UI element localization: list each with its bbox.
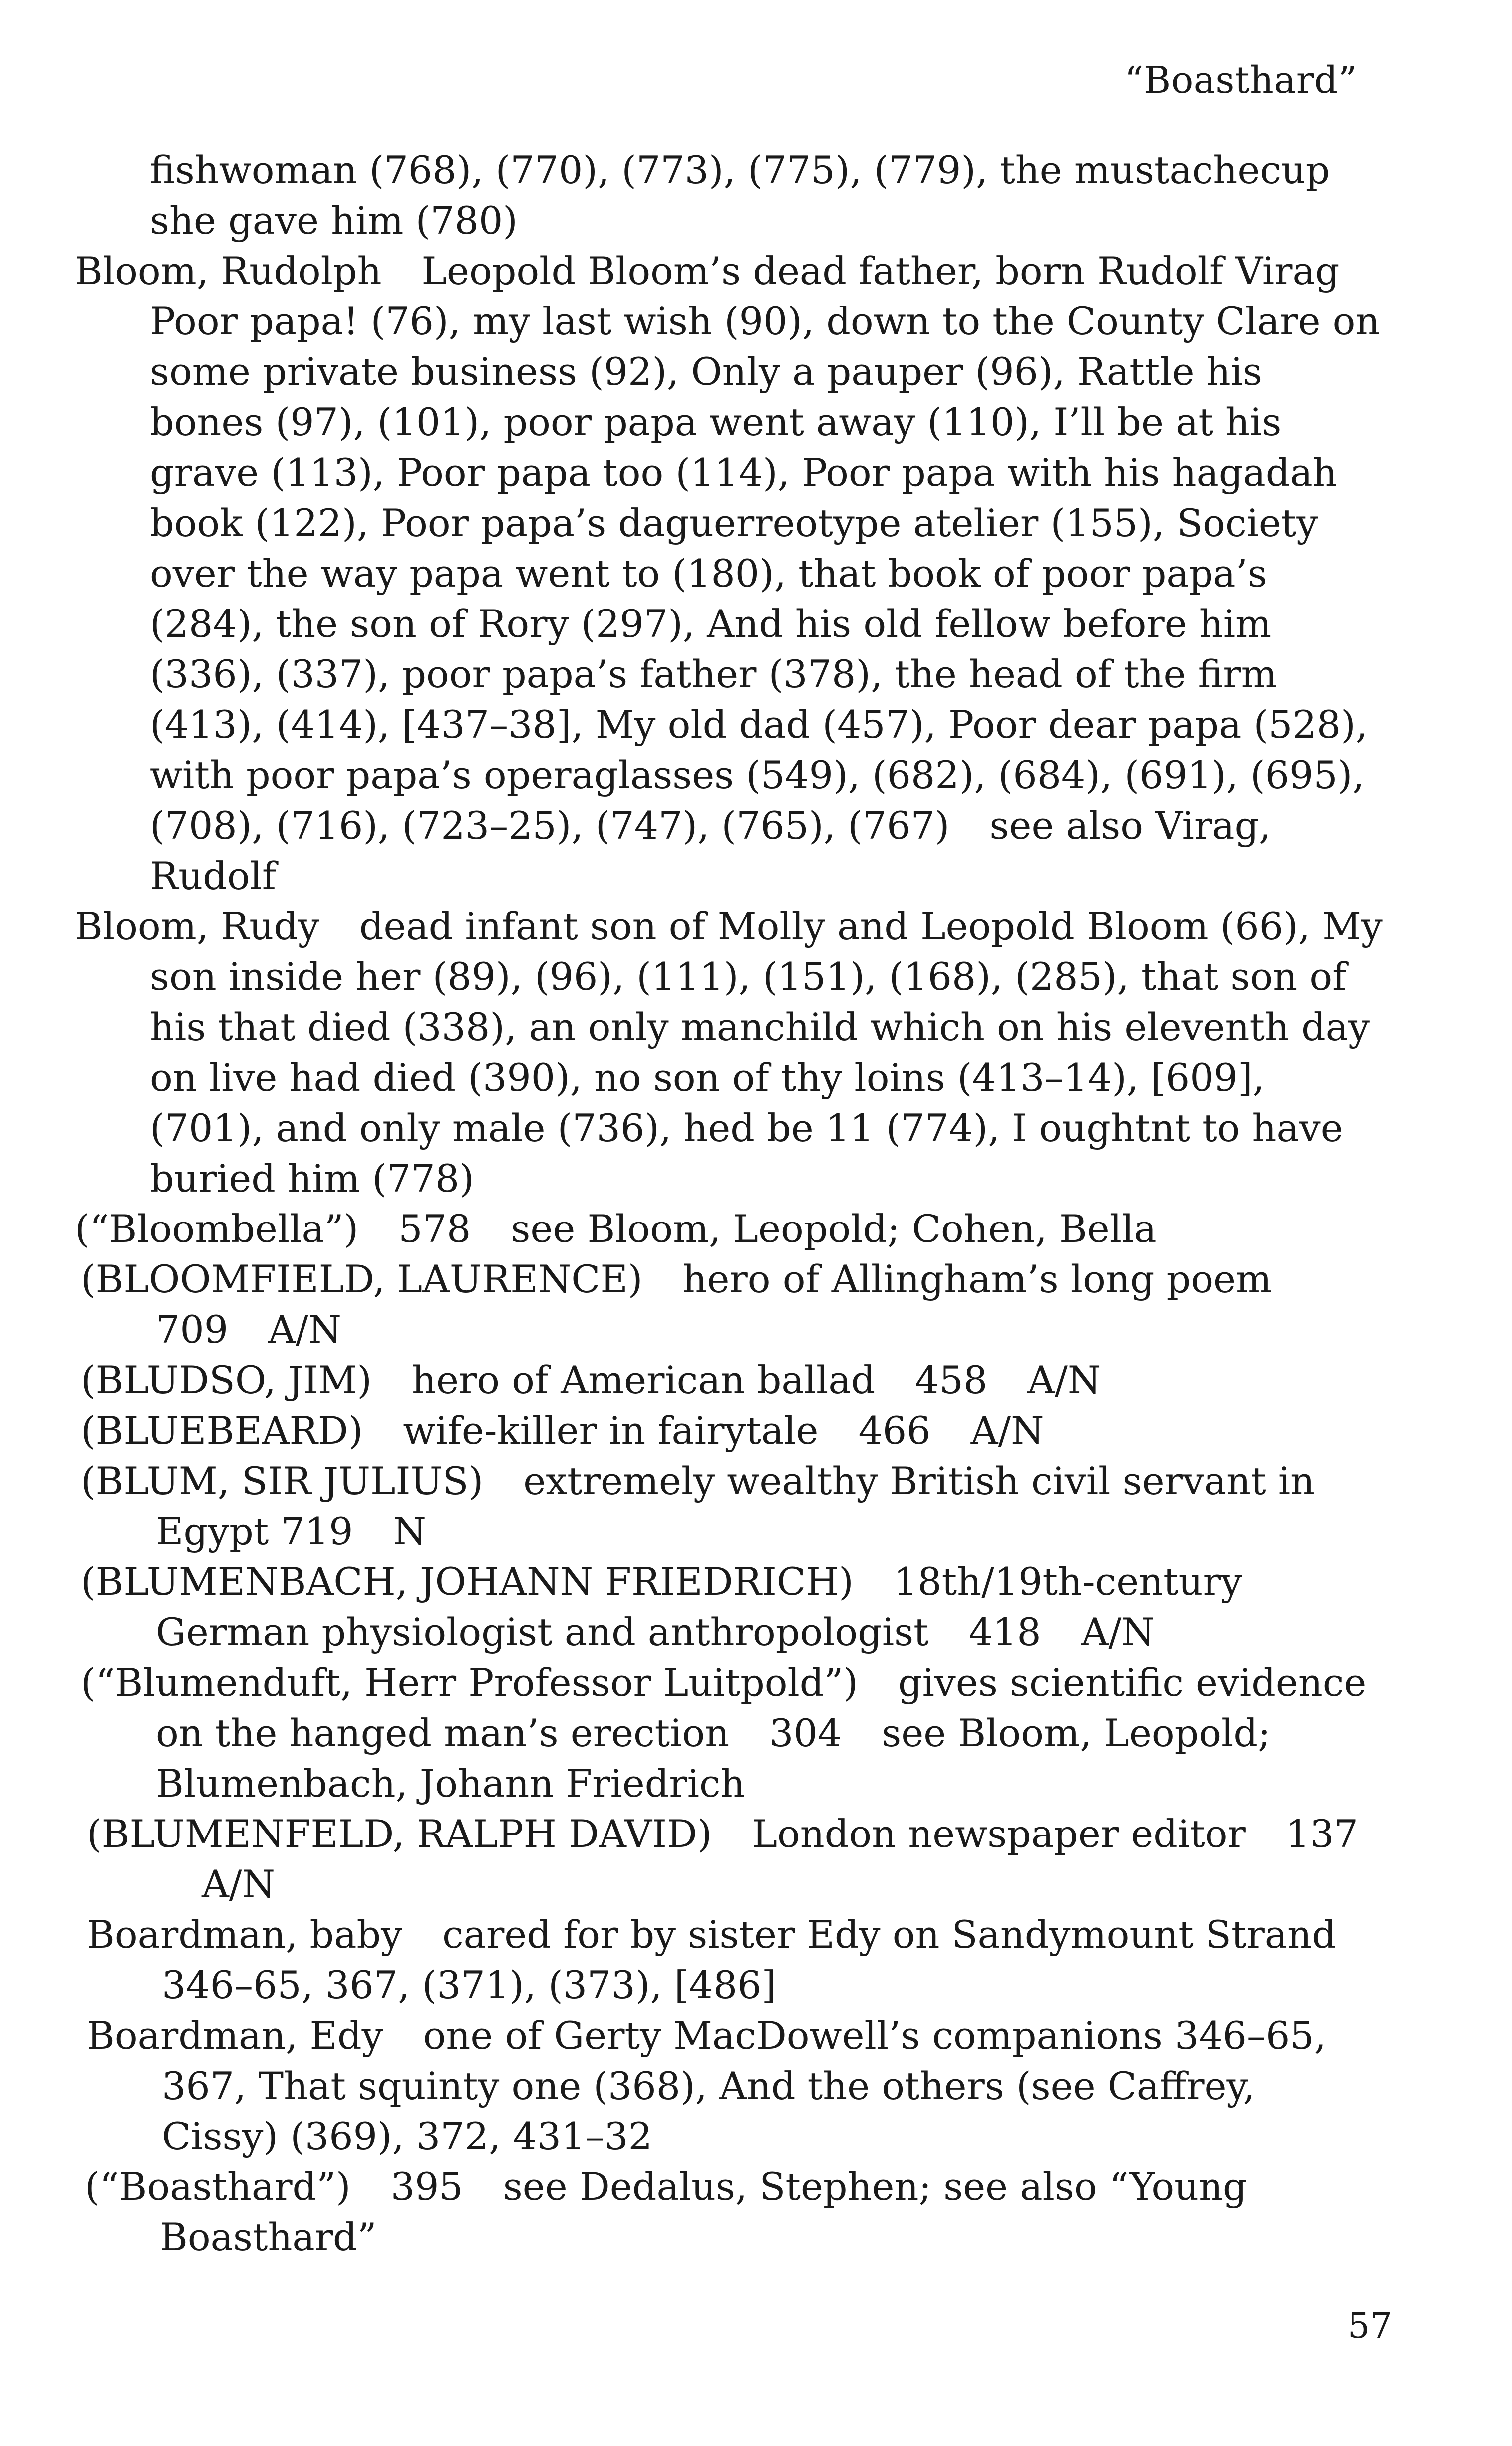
index-entry bbox=[81, 1405, 1383, 1456]
index-entries bbox=[75, 145, 1383, 2262]
entry-pages: 578 bbox=[398, 1207, 471, 1251]
index-entry bbox=[87, 1909, 1383, 2010]
entry-description: cared for by sister Edy on Sandymount Strand bbox=[442, 1912, 1336, 1957]
index-entry bbox=[81, 1254, 1383, 1355]
index-entry bbox=[85, 2161, 1383, 2262]
entry-refs: A/N bbox=[1081, 1610, 1155, 1654]
index-entry bbox=[81, 1456, 1383, 1556]
entry-name: Boardman, Edy bbox=[87, 2013, 383, 2058]
entry-refs: A/N bbox=[1027, 1358, 1101, 1402]
entry-pages: 137 bbox=[1285, 1812, 1358, 1856]
entry-refs: N bbox=[393, 1509, 426, 1553]
index-entry bbox=[87, 1809, 1383, 1909]
entry-pages: (66), My son inside her (89), (96), (111), (151), (168), (285), that son of his that died (338), an only manchild which on his eleventh day on live had died (390), no son of thy loins (413–14), [609], (701), and only male (736), hed be 11 (774), I oughtnt to have buried him (778) bbox=[150, 904, 1383, 1201]
entry-pages: 466 bbox=[858, 1408, 931, 1453]
entry-refs: see Bloom, Leopold; Cohen, Bella bbox=[511, 1207, 1157, 1251]
entry-description: fishwoman (768), (770), (773), (775), (779), the mustachecup she gave him (780) bbox=[150, 148, 1330, 243]
index-entry bbox=[81, 1657, 1383, 1809]
entry-description: Leopold Bloom’s dead father, born Rudolf Virag bbox=[421, 249, 1340, 293]
entry-pages: 346–65, 367, (371), (373), [486] bbox=[162, 1963, 777, 2007]
index-entry bbox=[75, 901, 1383, 1204]
entry-description: gives scientific evidence on the hanged man’s erection bbox=[156, 1660, 1367, 1755]
running-head: “Boasthard” bbox=[1124, 59, 1357, 102]
entry-description: hero of Allingham’s long poem bbox=[682, 1257, 1272, 1301]
entry-name: Bloom, Rudy bbox=[75, 904, 319, 948]
index-entry bbox=[81, 1355, 1383, 1405]
entry-name: (BLUMENBACH, JOHANN FRIEDRICH) bbox=[81, 1559, 854, 1604]
entry-name: (“Boasthard”) bbox=[85, 2164, 351, 2209]
entry-description: dead infant son of Molly and Leopold Bloom bbox=[359, 904, 1209, 948]
entry-name: (“Bloombella”) bbox=[75, 1207, 359, 1251]
index-entry bbox=[81, 1556, 1383, 1657]
entry-name: Boardman, baby bbox=[87, 1912, 403, 1957]
entry-refs: A/N bbox=[202, 1862, 275, 1906]
page-number: 57 bbox=[1347, 2305, 1392, 2346]
entry-description: 18th/19th-century German physiologist and anthropologist bbox=[156, 1559, 1242, 1654]
index-entry bbox=[75, 1204, 1383, 1254]
entry-pages: 346–65, 367, That squinty one (368), And the others (see Caffrey, Cissy) (369), 372, 431–32 bbox=[162, 2013, 1326, 2158]
entry-refs: see Bloom, Leopold; Blumenbach, Johann Friedrich bbox=[156, 1711, 1271, 1806]
entry-pages: 709 bbox=[156, 1307, 229, 1352]
index-entry bbox=[75, 145, 1383, 246]
entry-pages: 719 bbox=[281, 1509, 353, 1553]
entry-pages: Poor papa! (76), my last wish (90), down to the County Clare on some private business (92), Only a pauper (96), Rattle his bones (97), (101), poor papa went away (110), I’ll be at his grave (113), Poor papa too (114), Poor papa with his hagadah book (122), Poor papa’s daguerreotype atelier (155), Society over the way papa went to (180), that book of poor papa’s (284), the son of Rory (297), And his old fellow before him (336), (337), poor papa’s father (378), the head of the firm (413), (414), [437–38], My old dad (457), Poor dear papa (528), with poor papa’s operaglasses (549), (682), (684), (691), (695), (708), (716), (723–25), (747), (765), (767) bbox=[150, 299, 1380, 848]
index-entry bbox=[87, 2010, 1383, 2161]
entry-name: (BLUM, SIR JULIUS) bbox=[81, 1459, 484, 1503]
entry-description: London newspaper editor bbox=[752, 1812, 1246, 1856]
entry-refs: see Dedalus, Stephen; see also “Young Boasthard” bbox=[160, 2164, 1247, 2259]
entry-pages: 395 bbox=[390, 2164, 463, 2209]
index-entry bbox=[75, 246, 1383, 901]
entry-pages: 458 bbox=[915, 1358, 988, 1402]
entry-name: (BLUMENFELD, RALPH DAVID) bbox=[87, 1812, 712, 1856]
entry-name: (“Blumenduft, Herr Professor Luitpold”) bbox=[81, 1660, 858, 1705]
entry-name: (BLUEBEARD) bbox=[81, 1408, 363, 1453]
entry-name: (BLUDSO, JIM) bbox=[81, 1358, 372, 1402]
entry-pages: 304 bbox=[769, 1711, 842, 1755]
entry-name: Bloom, Rudolph bbox=[75, 249, 382, 293]
entry-description: hero of American ballad bbox=[412, 1358, 876, 1402]
entry-refs: see also Virag, Rudolf bbox=[150, 803, 1271, 898]
entry-pages: 418 bbox=[968, 1610, 1041, 1654]
entry-refs: A/N bbox=[268, 1307, 342, 1352]
entry-name: (BLOOMFIELD, LAURENCE) bbox=[81, 1257, 643, 1301]
entry-description: extremely wealthy British civil servant in Egypt bbox=[156, 1459, 1315, 1553]
entry-refs: A/N bbox=[970, 1408, 1044, 1453]
entry-description: wife-killer in fairytale bbox=[403, 1408, 819, 1453]
entry-description: one of Gerty MacDowell’s companions bbox=[423, 2013, 1163, 2058]
